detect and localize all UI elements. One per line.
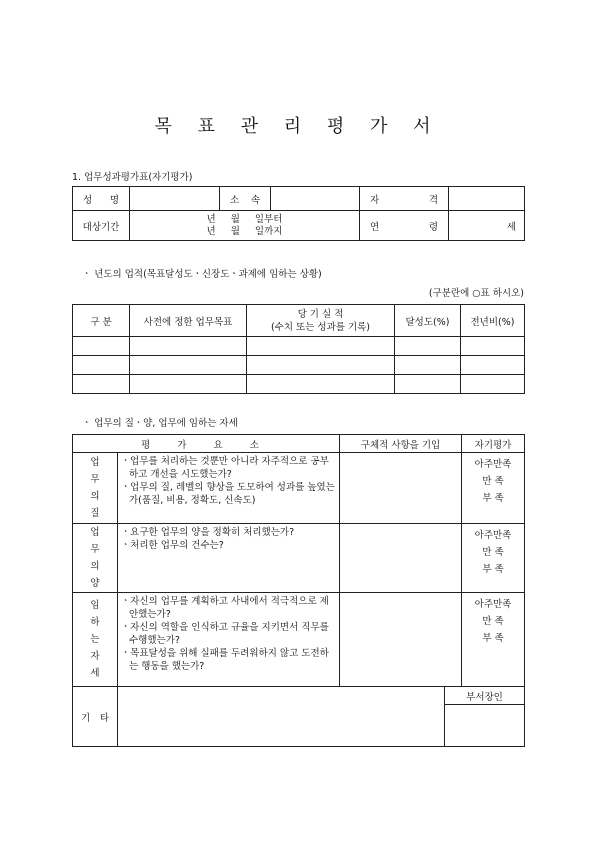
- age-unit[interactable]: 세: [449, 211, 525, 241]
- self-eval-options[interactable]: 아주만족 만 족 부 족: [462, 593, 525, 687]
- group-label-quality: 업 무 의 질: [73, 453, 118, 524]
- eval-group-quality: [73, 453, 525, 524]
- dept-field[interactable]: [271, 187, 360, 211]
- col-goal: 사전에 정한 업무목표: [130, 305, 247, 337]
- personal-info-table: [72, 186, 525, 241]
- table-row: [73, 337, 525, 356]
- table-row: [73, 356, 525, 375]
- eval-group-quantity: [73, 524, 525, 593]
- criteria-list: ㆍ자신의 업무를 계획하고 사내에서 적극적으로 제안했는가? ㆍ자신의 역할을 인식하고 규율을 지키면서 직무를 수행했는가? ㆍ목표달성을 위해 실패를 두려워하지 않고 도전하는 행동을 했는가?: [118, 593, 340, 687]
- specific-field[interactable]: [340, 593, 462, 687]
- col-prev-year: 전년비(%): [461, 305, 525, 337]
- section3-heading: ㆍ 업무의 질ㆍ양, 업무에 임하는 자세: [82, 418, 238, 429]
- seal-field[interactable]: [445, 705, 525, 747]
- rank-field[interactable]: [449, 187, 525, 211]
- etc-label: 기 타: [73, 687, 118, 747]
- col-actual: 당 기 실 적 (수치 또는 성과를 기록): [247, 305, 395, 337]
- col-criteria: 평 가 요 소: [73, 435, 340, 453]
- criteria-list: ㆍ요구한 업무의 양을 정확히 처리했는가? ㆍ처리한 업무의 건수는?: [118, 524, 340, 593]
- rank-label: 자 격: [360, 187, 449, 211]
- period-from: 년 월 일부터: [206, 213, 283, 225]
- eval-group-attitude: [73, 593, 525, 687]
- name-field[interactable]: [130, 187, 220, 211]
- group-label-quantity: 업 무 의 양: [73, 524, 118, 593]
- group-label-attitude: 임 하 는 자 세: [73, 593, 118, 687]
- evaluation-table: [72, 434, 525, 687]
- col-category: 구 분: [73, 305, 130, 337]
- self-eval-options[interactable]: 아주만족 만 족 부 족: [462, 524, 525, 593]
- etc-field[interactable]: [118, 687, 445, 747]
- section1-heading: 1. 업무성과평가표(자기평가): [72, 172, 193, 183]
- period-label: 대상기간: [73, 211, 130, 241]
- criteria-list: ㆍ업무를 처리하는 것뿐만 아니라 자주적으로 공부하고 개선을 시도했는가? ㆍ업무의 질, 레벨의 향상을 도모하여 성과를 높였는가(품질, 비용, 정확도, 신속도): [118, 453, 340, 524]
- section2-note: (구분란에 ○표 하시오): [428, 288, 524, 299]
- performance-table: [72, 304, 525, 394]
- section2-heading: ㆍ 년도의 업적(목표달성도ㆍ신장도ㆍ과제에 임하는 상황): [82, 269, 322, 280]
- dept-label: 소 속: [220, 187, 271, 211]
- col-achievement: 달성도(%): [395, 305, 461, 337]
- specific-field[interactable]: [340, 453, 462, 524]
- period-field[interactable]: [130, 211, 360, 241]
- period-to: 년 월 일까지: [206, 225, 283, 237]
- page-title: 목 표 관 리 평 가 서: [154, 116, 441, 137]
- etc-table: [72, 686, 525, 747]
- specific-field[interactable]: [340, 524, 462, 593]
- name-label: 성 명: [73, 187, 130, 211]
- col-specific: 구체적 사항을 기입: [340, 435, 462, 453]
- self-eval-options[interactable]: 아주만족 만 족 부 족: [462, 453, 525, 524]
- table-row: [73, 375, 525, 394]
- seal-label: 부서장인: [445, 687, 525, 705]
- col-self-eval: 자기평가: [462, 435, 525, 453]
- age-label: 연 령: [360, 211, 449, 241]
